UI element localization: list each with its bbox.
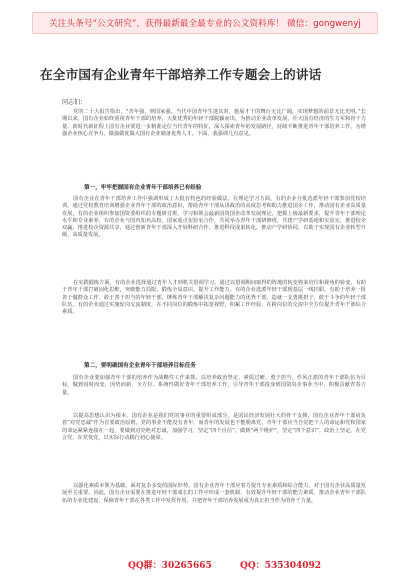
paragraph-3: 在实践锻炼方面，有的企业选择通过青年人才到机关借调学习，通过以借调期间取得的阵地的转变将来培位和视角的转变，有助于青年干部打破固化思维，突破能力局限，锻炼全局意识，提升工作能力。有的企业选派年轻干部到基层一线挂职，有助于培养一批善于做群众工作、敢于善于担当的年轻干部，锤炼青年干部解决复杂问题能力的优秀干部，造就一支勇挑担子、敢于斗争的年轻干部队伍。有的企业通过实施轮岗交流制度，在不同岗位的锻炼中拓宽视野，积累工作经验，在跨岗位的交流中全方位提升青年干部综合素质。 bbox=[62, 280, 366, 316]
promo-banner-text: 关注头条号“公文研究”，获得最新最全最专业的公文资料库！ 微信：gongwenyj bbox=[49, 19, 361, 29]
promo-banner bbox=[32, 12, 378, 34]
section-heading-2: 第二，要明确国有企业青年干部培养目标任务 bbox=[84, 363, 196, 369]
greeting: 同志们： bbox=[62, 99, 87, 106]
footer-qq-number: QQ：535304092 bbox=[240, 561, 322, 571]
section-heading-1: 第一，牢牢把握国有企业青年干部培养已有经验 bbox=[84, 185, 202, 191]
document-title: 在全市国有企业青年干部培养工作专题会上的讲话 bbox=[40, 67, 322, 82]
paragraph-1: 党的二十大报告指出，“青年强，则国家强。当代中国青年生逢其时，施展才干的舞台无比广阔，实现梦想的前景无比光明。”长期以来，国有企业始终重视青年干部的培养，大批优秀的年轻干部脱颖而出，为推动企业改革发展、壮大国有经济的生力军和骨干力量。新时代新征程上国有企业要进一步精准定位当代青年的特征，深入探索青年的发展路径，持续不断推进青年干部培养工作，为增强企业核心竞争力、做强做优做大国有企业储备优秀人才。下面，我强调几点意见。 bbox=[62, 109, 366, 137]
paragraph-4: 国有企业要加强青年干部的培养作为战略性工作来抓，以培养政治坚定、素质过硬、勇于担当、作风正派的青年干部队伍为目标，做到因时而变、因势而新，全方位、系统性做好青年干部培养工作，引导青年干部投身到国资央企事业当中，积极贡献青春力量。 bbox=[62, 375, 366, 396]
footer-qq-group: QQ群：30265665 bbox=[128, 561, 212, 571]
paragraph-5: 以提高思想认识为根本。国有企业是我们党的事业的重要组成部分，是国民经济发展壮大的骨干支撑，国有企业青年干部肩负着“对党忠诚”作为首要政治原则。党的事业不能没有青年，而青年的发展也不能脱离党。青年干部应当自觉把个人的命运和党和国家的命运紧紧连接在一起，要做到对党绝对忠诚，加强学习，坚定“四个自信”，做到“两个维护”，坚定“四个意识”，政治上坚定，在党言党、在党忧党，以实际行动践行初心使命。 bbox=[62, 413, 366, 441]
paragraph-2: 国有企业在青年干部培养工作中强调形成了大批有特色的经验做法。在理论学习方面，有的企业分批选派年轻干部参加党校培训，通过党校教育培训增强企业青年干部的政治意识，帮助青年干部从讲政治的高度思考和助力推进国企工作，推动国有企业高质量发展，有的企业组织参加国资委组织的专题研讨班，学习和领会最新国资国企改革发展理论，把握上级最新要求，提升青年干部理论水平和专业素养，有的企业与国内知名高校、国家重点实验室合作，共同举办青年干部研修班，共建产学研基地和实验室，推进校企双赢，推进校企资源共享，通过创新青年干部深入开展科研合作，推进科技成果转化，推动产学研协同，有助于实现国有企业转型升级、高质量发展。 bbox=[62, 196, 366, 239]
paragraph-6: 以强化素质本领为基础。面对复杂多变的国际形势，国有企业青年干部应着力提升专业素质和综合能力，对于国有企业高质量发展至关重要。因此，国有企业需要在推进年轻干部成长的工作中形成一套机制，有效提升年轻干部的能力素质，推动企业青年干部队伍的专业化建设，保障青年干部在各类工作中发挥作用，并把青年干部培养发展成为真正担当作为的骨干力量。 bbox=[62, 483, 366, 504]
